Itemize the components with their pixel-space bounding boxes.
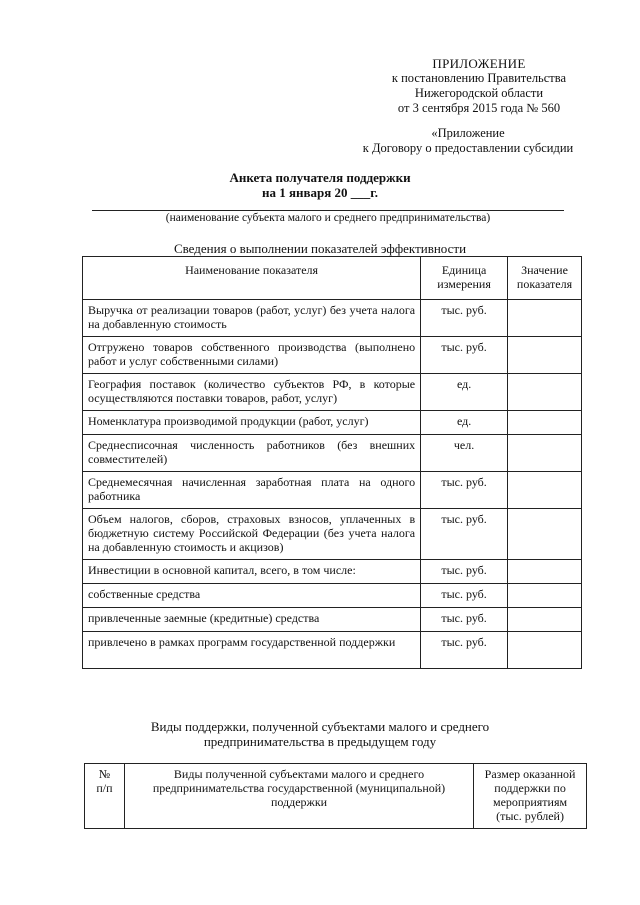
table-row bbox=[83, 509, 582, 560]
indicator-name: Инвестиции в основной капитал, всего, в том числе: bbox=[83, 560, 421, 584]
header-indicator: Наименование показателя bbox=[83, 257, 421, 300]
header-number: № п/п bbox=[85, 764, 125, 829]
header-value: Значение показателя bbox=[508, 257, 582, 300]
annex-stamp bbox=[348, 126, 588, 156]
table-row bbox=[83, 374, 582, 411]
indicator-name: Номенклатура производимой продукции (работ, услуг) bbox=[83, 411, 421, 435]
indicator-unit: тыс. руб. bbox=[421, 608, 508, 632]
subject-name-line bbox=[92, 210, 564, 211]
form-title bbox=[0, 170, 640, 200]
table-row bbox=[83, 472, 582, 509]
indicator-value[interactable] bbox=[508, 411, 582, 435]
indicator-value[interactable] bbox=[508, 337, 582, 374]
header-support-size: Размер оказанной поддержки по мероприятиям (тыс. рублей) bbox=[474, 764, 587, 829]
indicator-value[interactable] bbox=[508, 632, 582, 669]
approval-line: к постановлению Правительства bbox=[391, 71, 567, 85]
indicator-name: Среднемесячная начисленная заработная плата на одного работника bbox=[83, 472, 421, 509]
indicator-unit: ед. bbox=[421, 411, 508, 435]
indicator-unit: тыс. руб. bbox=[421, 472, 508, 509]
indicator-unit: чел. bbox=[421, 435, 508, 472]
indicator-name: География поставок (количество субъектов РФ, в которые осуществляются поставки товаров, работ, услуг) bbox=[83, 374, 421, 411]
table-row bbox=[83, 632, 582, 669]
header-unit: Единица измерения bbox=[421, 257, 508, 300]
indicator-value[interactable] bbox=[508, 472, 582, 509]
indicator-unit: тыс. руб. bbox=[421, 632, 508, 669]
indicator-name: привлечено в рамках программ государственной поддержки bbox=[83, 632, 421, 669]
annex-line: к Договору о предоставлении субсидии bbox=[362, 141, 574, 155]
table-row bbox=[83, 300, 582, 337]
efficiency-section-title: Сведения о выполнении показателей эффективности bbox=[173, 241, 467, 256]
approval-line: от 3 сентября 2015 года № 560 bbox=[397, 101, 561, 115]
indicator-unit: тыс. руб. bbox=[421, 509, 508, 560]
indicator-name: Выручка от реализации товаров (работ, услуг) без учета налога на добавленную стоимость bbox=[83, 300, 421, 337]
approval-line: Нижегородской области bbox=[414, 86, 544, 100]
indicator-name: собственные средства bbox=[83, 584, 421, 608]
indicator-unit: тыс. руб. bbox=[421, 584, 508, 608]
indicator-value[interactable] bbox=[508, 608, 582, 632]
indicator-unit: тыс. руб. bbox=[421, 560, 508, 584]
form-title-line: на 1 января 20 ___г. bbox=[262, 185, 378, 200]
indicator-value[interactable] bbox=[508, 374, 582, 411]
support-section-title: Виды поддержки, полученной субъектами малого и среднего предпринимательства в предыдущем году bbox=[150, 719, 490, 749]
efficiency-table bbox=[82, 256, 582, 669]
indicator-unit: тыс. руб. bbox=[421, 300, 508, 337]
approval-stamp bbox=[374, 56, 584, 116]
indicator-name: привлеченные заемные (кредитные) средства bbox=[83, 608, 421, 632]
table-row bbox=[83, 435, 582, 472]
table-row bbox=[83, 560, 582, 584]
support-table bbox=[84, 763, 587, 829]
table-row bbox=[83, 608, 582, 632]
indicator-value[interactable] bbox=[508, 560, 582, 584]
indicator-value[interactable] bbox=[508, 584, 582, 608]
indicator-unit: тыс. руб. bbox=[421, 337, 508, 374]
approval-head: ПРИЛОЖЕНИЕ bbox=[432, 56, 526, 71]
indicator-name: Объем налогов, сборов, страховых взносов, уплаченных в бюджетную систему Российской Федерации (без учета налога на добавленную стоимость и акцизов) bbox=[83, 509, 421, 560]
indicator-value[interactable] bbox=[508, 435, 582, 472]
table-header-row bbox=[85, 764, 587, 829]
indicator-value[interactable] bbox=[508, 300, 582, 337]
table-row bbox=[83, 337, 582, 374]
table-row bbox=[83, 584, 582, 608]
annex-line: «Приложение bbox=[431, 126, 505, 140]
header-support-kind: Виды полученной субъектами малого и среднего предпринимательства государственной (муниципальной) поддержки bbox=[124, 764, 473, 829]
table-row bbox=[83, 411, 582, 435]
indicator-name: Отгружено товаров собственного производства (выполнено работ и услуг собственными силами) bbox=[83, 337, 421, 374]
indicator-name: Среднесписочная численность работников (без внешних совместителей) bbox=[83, 435, 421, 472]
indicator-unit: ед. bbox=[421, 374, 508, 411]
subject-name-caption: (наименование субъекта малого и среднего предпринимательства) bbox=[165, 212, 491, 224]
indicator-value[interactable] bbox=[508, 509, 582, 560]
table-header-row bbox=[83, 257, 582, 300]
form-title-line: Анкета получателя поддержки bbox=[229, 170, 411, 185]
